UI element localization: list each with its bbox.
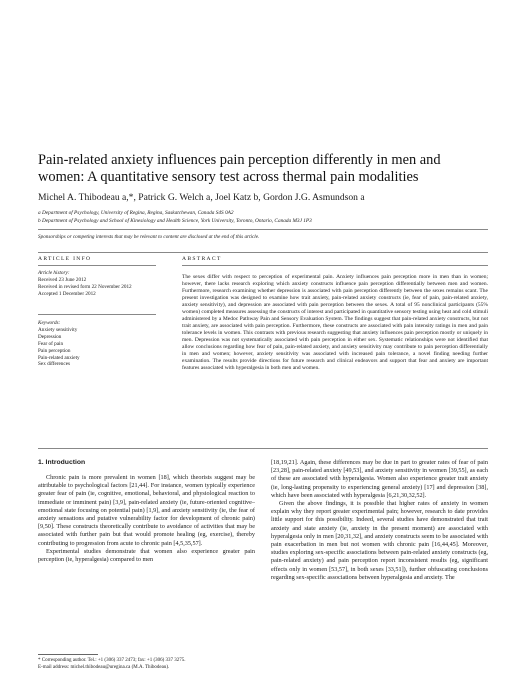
divider: [182, 265, 488, 266]
divider: [38, 314, 156, 315]
section-heading-introduction: 1. Introduction: [38, 459, 86, 466]
keyword: Fear of pain: [38, 340, 64, 347]
footnote: [38, 657, 255, 671]
keyword: Pain-related anxiety: [38, 354, 80, 361]
paragraph: Experimental studies demonstrate that women also experience greater pain perception (ie, hyperalgesia) compared to men: [38, 547, 255, 564]
article-history: [38, 270, 156, 298]
affiliations: [38, 209, 488, 225]
sponsorship-note: Sponsorships or competing interests that may be relevant to content are disclosed at the end of this article.: [38, 234, 260, 240]
history-received: Received 23 June 2012: [38, 276, 87, 283]
affiliation-a: a Department of Psychology, University of Regina, Regina, Saskatchewan, Canada S4S 0A2: [38, 210, 234, 216]
article-title: Pain-related anxiety influences pain perception differently in men and women: A quantitative sensory test across thermal pain modalities: [38, 152, 441, 185]
article-info-heading: ARTICLE INFO: [38, 256, 92, 262]
right-text-column: [271, 459, 488, 582]
keywords-label: Keywords:: [38, 320, 61, 326]
history-accepted: Accepted 1 December 2012: [38, 290, 96, 297]
divider: [38, 252, 488, 253]
corresponding-author-note: * Corresponding author. Tel.: +1 (306) 337 2473; fax: +1 (306) 337 3275.: [38, 658, 186, 663]
keywords-block: [38, 320, 156, 368]
email-note: E-mail address: michel.thibodeau@uregina.ca (M.A. Thibodeau).: [38, 665, 170, 670]
left-text-column: [38, 474, 255, 564]
history-label: Article history:: [38, 270, 70, 276]
affiliation-b: b Department of Psychology and School of Kinesiology and Health Science, York University, Toronto, Ontario, Canada M3J 1P3: [38, 218, 312, 224]
history-revised: Received in revised form 22 November 2012: [38, 283, 132, 290]
paragraph: Given the above findings, it is possible that higher rates of anxiety in women explain why they report greater experimental pain; however, research to date provides little support for this possibility. Indeed, several studies have demonstrated that trait anxiety and state anxiety (ie, anxiety in the present moment) are associated with hyperalgesia only in men [20,31,32], and anxiety constructs seem to be associated with pain exacerbation in men but not women with chronic pain [16,44,45]. Moreover, studies exploring sex-specific associations between pain-related anxiety constructs (eg, pain-related anxiety) and pain perception report inconsistent results (eg, significant effects only in women [53,57], in both sexes [33,51]), further obfuscating conclusions regarding sex-specific associations between hyperalgesia and anxiety. The: [271, 500, 488, 581]
keyword: Depression: [38, 333, 62, 340]
footnote-divider: [38, 654, 98, 655]
keyword: Pain perception: [38, 347, 71, 354]
keyword: Sex differences: [38, 361, 71, 368]
divider: [38, 448, 488, 449]
paragraph: [18,19,21]. Again, these differences may be due in part to greater rates of fear of pain [23,28], pain-related anxiety [49,53], and anxiety sensitivity in women [39,55], as each of these are associated with hyperalgesia. Women also experience greater trait anxiety (ie, long-lasting propensity to experiencing general anxiety) [17] and depression [38], which have been associated with hyperalgesia [6,21,30,32,52].: [271, 459, 488, 499]
abstract-body: The sexes differ with respect to perception of experimental pain. Anxiety influences pain perception more in men than in women; however, there lacks research exploring which anxiety constructs influence pain perception differentially between men and women. Furthermore, research examining whether depression is associated with pain perception differently between the sexes remains scant. The present investigation was designed to examine how trait anxiety, pain-related anxiety constructs (ie, fear of pain, pain-related anxiety, anxiety sensitivity), and depression are associated with pain perception between the sexes. A total of 95 nonclinical participants (55% women) completed measures assessing the constructs of interest and participated in quantitative sensory testing using heat and cold stimuli administered by a Medoc Pathway Pain and Sensory Evaluation System. The findings suggest that pain-related anxiety constructs, but not trait anxiety, are associated with pain perception. Furthermore, these constructs are associated with pain intensity ratings in men and pain tolerance levels in women. This contrasts with previous research suggesting that anxiety influences pain perception mostly or uniquely in men. Depression was not systematically associated with pain perception in either sex. Systematic relationships were not identified that allow conclusions regarding how fear of pain, pain-related anxiety, and anxiety sensitivity may contribute to pain perception differentially in men and women; however, anxiety sensitivity was associated with increased pain tolerance, a novel finding needing further examination. The results provide directions for future research and clinical endeavors and support that fear and anxiety are important features associated with hyperalgesia in both men and women.: [182, 274, 488, 371]
keyword: Anxiety sensitivity: [38, 326, 78, 333]
author-list: Michel A. Thibodeau a,*, Patrick G. Welch a, Joel Katz b, Gordon J.G. Asmundson a: [38, 192, 365, 203]
abstract-heading: ABSTRACT: [182, 256, 222, 262]
divider: [38, 265, 156, 266]
paragraph: Chronic pain is more prevalent in women [18], which theorists suggest may be attributable to psychological factors [21,44]. For instance, women typically experience greater fear of pain (ie, cognitive, emotional, behavioral, and physiological reaction to immediate or imminent pain) [3,9], pain-related anxiety (ie, future-oriented cognitive–emotional state focusing on potential pain) [1,9], and anxiety sensitivity (ie, the fear of anxiety sensations and putative vulnerability factor for development of chronic pain) [9,50]. These constructs theoretically contribute to avoidance of activities that may be associated with further pain but that would promote healing (eg, exercise), thereby contributing to progression from acute to chronic pain [4,5,35,57].: [38, 474, 255, 547]
divider: [38, 229, 488, 230]
